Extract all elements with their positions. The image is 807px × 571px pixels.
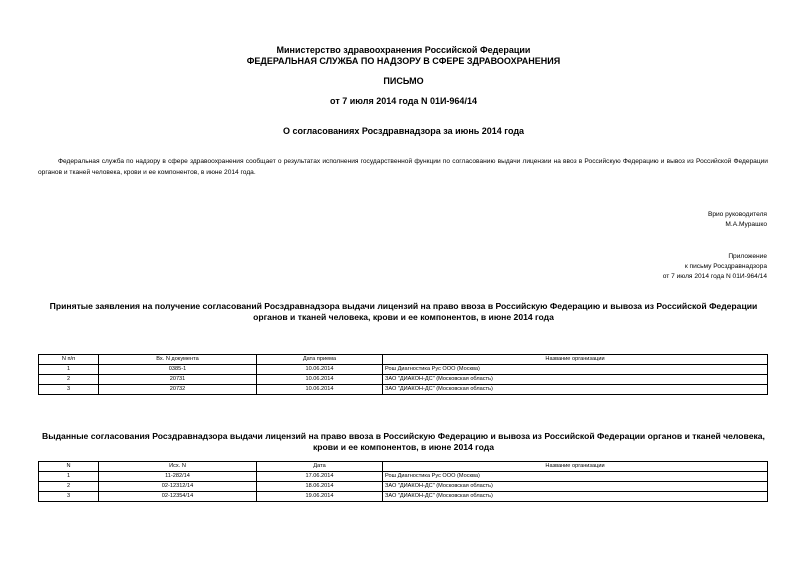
service-name: ФЕДЕРАЛЬНАЯ СЛУЖБА ПО НАДЗОРУ В СФЕРЕ ЗДРАВООХРАНЕНИЯ	[246, 56, 561, 66]
document-subject: О согласованиях Росздравнадзора за июнь 2014 года	[282, 126, 525, 136]
cell-date: 10.06.2014	[257, 375, 383, 385]
cell-doc-number: 20731	[99, 375, 257, 385]
table-header-row	[39, 462, 768, 472]
cell-organization: Рош Диагностика Рус ООО (Москва)	[383, 472, 768, 482]
cell-date: 17.06.2014	[257, 472, 383, 482]
table-row	[39, 472, 768, 482]
cell-doc-number: 0385-1	[99, 365, 257, 375]
body-paragraph: Федеральная служба по надзору в сфере здравоохранения сообщает о результатах исполнения государственной функции по согласованию выдачи лицензии на ввоз в Российскую Федерацию и вывоз из Российской Федерации органов и тканей человека, крови и ее компонентов, в июне 2014 года.	[38, 158, 768, 176]
document-number: от 7 июля 2014 года N 01И-964/14	[330, 96, 477, 106]
table-row	[39, 365, 768, 375]
cell-doc-number: 20732	[99, 385, 257, 395]
table-row	[39, 492, 768, 502]
column-header: N п/п	[39, 355, 99, 365]
appendix-line: Приложение	[728, 253, 767, 260]
column-header: Название организации	[383, 462, 768, 472]
cell-out-number: 11-282/14	[99, 472, 257, 482]
table-row	[39, 482, 768, 492]
signature-name: М.А.Мурашко	[725, 221, 767, 228]
cell-number: 2	[39, 375, 99, 385]
signature-title: Врио руководителя	[707, 211, 767, 218]
column-header: Название организации	[383, 355, 768, 365]
cell-number: 2	[39, 482, 99, 492]
cell-number: 1	[39, 472, 99, 482]
cell-organization: ЗАО "ДИАКОН-ДС" (Московская область)	[383, 492, 768, 502]
column-header: Исх. N	[99, 462, 257, 472]
ministry-name: Министерство здравоохранения Российской Федерации	[276, 45, 531, 55]
appendix-line: к письму Росздравнадзора	[684, 263, 767, 270]
column-header: Дата	[257, 462, 383, 472]
cell-date: 10.06.2014	[257, 385, 383, 395]
cell-number: 3	[39, 492, 99, 502]
cell-date: 19.06.2014	[257, 492, 383, 502]
column-header: Дата приема	[257, 355, 383, 365]
document-type: ПИСЬМО	[383, 76, 424, 86]
cell-organization: ЗАО "ДИАКОН-ДС" (Московская область)	[383, 482, 768, 492]
cell-number: 1	[39, 365, 99, 375]
appendix-line: от 7 июля 2014 года N 01И-964/14	[662, 273, 767, 280]
applications-table	[38, 354, 768, 395]
cell-organization: Рош Диагностика Рус ООО (Москва)	[383, 365, 768, 375]
cell-number: 3	[39, 385, 99, 395]
cell-date: 10.06.2014	[257, 365, 383, 375]
cell-out-number: 02-12354/14	[99, 492, 257, 502]
signature-block	[708, 210, 767, 230]
appendix-block	[663, 252, 767, 282]
cell-organization: ЗАО "ДИАКОН-ДС" (Московская область)	[383, 385, 768, 395]
table-row	[39, 375, 768, 385]
section1-title: Принятые заявления на получение согласований Росздравнадзора выдачи лицензий на право ввоза в Российскую Федерацию и вывоза из Российской Федерации органов и тканей человека, крови и ее компонентов, в июне 2014 года	[49, 301, 758, 322]
column-header: Вх. N документа	[99, 355, 257, 365]
cell-out-number: 02-12312/14	[99, 482, 257, 492]
cell-organization: ЗАО "ДИАКОН-ДС" (Московская область)	[383, 375, 768, 385]
table-header-row	[39, 355, 768, 365]
document-header	[0, 45, 807, 67]
section2-title: Выданные согласования Росздравнадзора выдачи лицензий на право ввоза в Российскую Федерацию и вывоза из Российской Федерации органов и тканей человека, крови и ее компонентов, в июне 2014 года	[42, 431, 765, 452]
column-header: N	[39, 462, 99, 472]
cell-date: 18.06.2014	[257, 482, 383, 492]
table-row	[39, 385, 768, 395]
approvals-table	[38, 461, 768, 502]
